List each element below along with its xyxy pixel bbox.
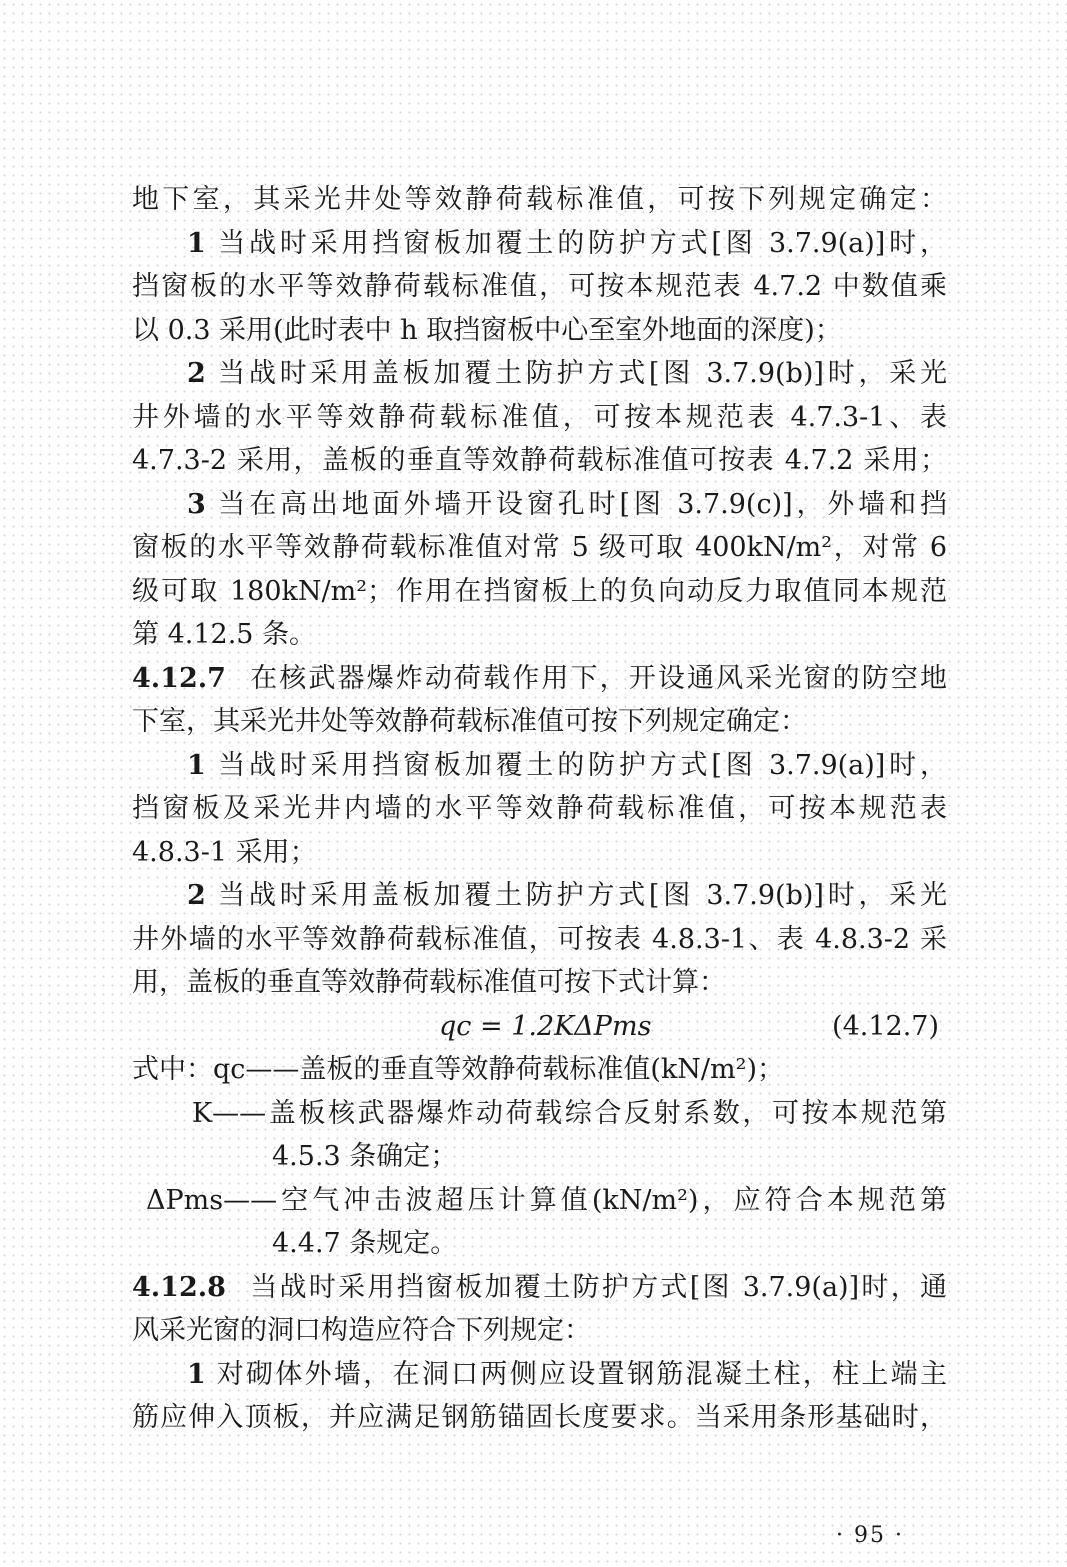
text-line: 窗板的水平等效静荷载标准值对常 5 级可取 400kN/m²，对常 6 (132, 532, 947, 563)
text-line: 井外墙的水平等效静荷载标准值，可按表 4.8.3-1、表 4.8.3-2 采 (132, 923, 947, 955)
item-number: 3 (187, 488, 206, 520)
text-line: 4.5.3 条确定； (272, 1141, 458, 1172)
clause-number: 4.12.8 (132, 1271, 226, 1303)
text-line: 2 当战时采用盖板加覆土防护方式[图 3.7.9(b)]时，采光 (187, 880, 947, 911)
text-line: 挡窗板及采光井内墙的水平等效静荷载标准值，可按本规范表 (132, 793, 947, 824)
text-line: 下室，其采光井处等效静荷载标准值可按下列规定确定： (132, 706, 807, 737)
text-line: 4.12.7 在核武器爆炸动荷载作用下，开设通风采光窗的防空地 (132, 662, 947, 694)
formula-number: (4.12.7) (832, 1010, 939, 1042)
formula: qc = 1.2KΔPms (439, 1010, 652, 1042)
body-text (132, 178, 947, 1440)
text-line: 4.4.7 条规定。 (272, 1228, 458, 1259)
text-line: 地下室，其采光井处等效静荷载标准值，可按下列规定确定： (132, 184, 947, 215)
text-line: 4.8.3-1 采用； (132, 836, 317, 868)
page-number: · 95 · (836, 1523, 904, 1548)
item-number: 1 (187, 749, 206, 781)
text-line: 井外墙的水平等效静荷载标准值，可按本规范表 4.7.3-1、表 (132, 401, 947, 433)
item-number: 2 (187, 880, 206, 911)
text-line: ΔPms——空气冲击波超压计算值(kN/m²)，应符合本规范第 (146, 1184, 947, 1216)
item-number: 1 (187, 227, 206, 259)
text-line: 1 当战时采用挡窗板加覆土的防护方式[图 3.7.9(a)]时， (187, 749, 947, 781)
text-line: 第 4.12.5 条。 (132, 619, 317, 650)
text-line: 1 对砌体外墙，在洞口两侧应设置钢筋混凝土柱，柱上端主 (187, 1358, 947, 1390)
text-line: 式中：qc——盖板的垂直等效静荷载标准值(kN/m²)； (132, 1054, 784, 1085)
text-line: 4.12.8 当战时采用挡窗板加覆土防护方式[图 3.7.9(a)]时，通 (132, 1271, 947, 1303)
formula-line (132, 1005, 947, 1049)
text-line: K——盖板核武器爆炸动荷载综合反射系数，可按本规范第 (192, 1097, 947, 1129)
text-line: 挡窗板的水平等效静荷载标准值，可按本规范表 4.7.2 中数值乘 (132, 271, 947, 302)
text-line: 4.7.3-2 采用，盖板的垂直等效静荷载标准值可按表 4.7.2 采用； (132, 445, 947, 476)
text-line: 风采光窗的洞口构造应符合下列规定： (132, 1315, 591, 1346)
text-line: 级可取 180kN/m²；作用在挡窗板上的负向动反力取值同本规范 (132, 575, 947, 607)
item-number: 1 (187, 1358, 206, 1390)
text-line: 用，盖板的垂直等效静荷载标准值可按下式计算： (132, 967, 726, 998)
text-line: 筋应伸入顶板，并应满足钢筋锚固长度要求。当采用条形基础时， (132, 1402, 947, 1433)
text-line: 3 当在高出地面外墙开设窗孔时[图 3.7.9(c)]，外墙和挡 (187, 488, 947, 520)
text-line: 2 当战时采用盖板加覆土防护方式[图 3.7.9(b)]时，采光 (187, 358, 947, 389)
text-line: 以 0.3 采用(此时表中 h 取挡窗板中心至室外地面的深度)； (132, 314, 842, 346)
clause-number: 4.12.7 (132, 662, 226, 694)
item-number: 2 (187, 358, 206, 389)
text-line: 1 当战时采用挡窗板加覆土的防护方式[图 3.7.9(a)]时， (187, 227, 947, 259)
